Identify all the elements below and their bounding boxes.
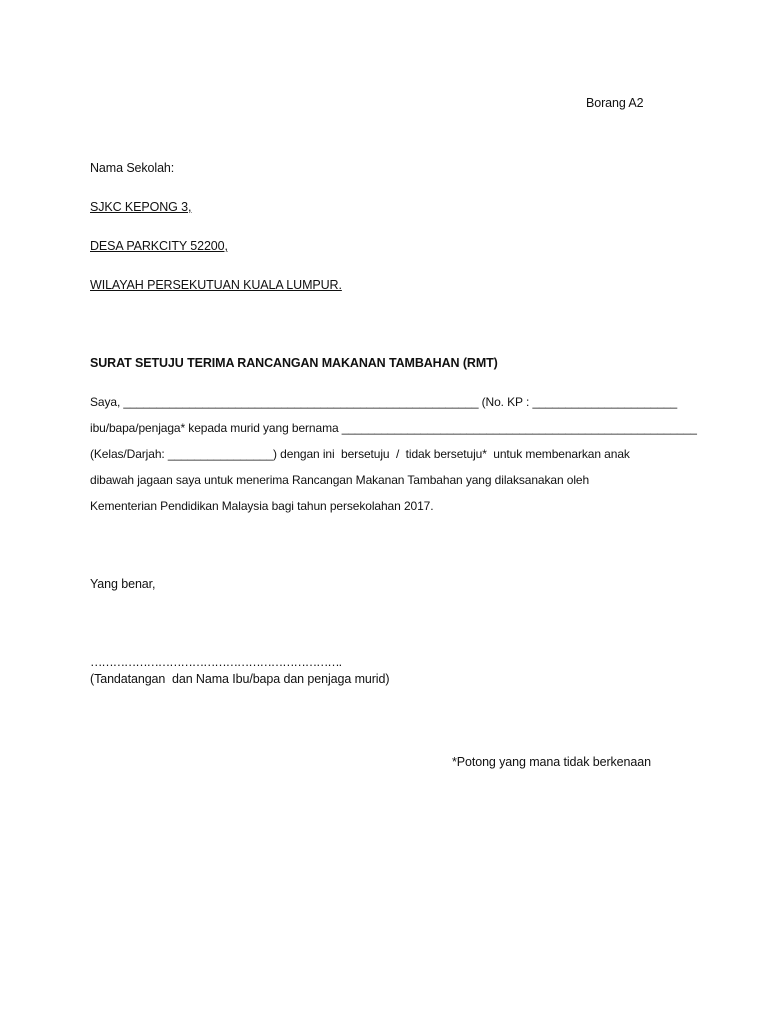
body-line-2: ibu/bapa/penjaga* kepada murid yang bernama ______________________________________________________ bbox=[90, 421, 697, 435]
body-line-1: Saya, ______________________________________________________ (No. KP : ______________________ bbox=[90, 395, 678, 409]
body-line-3: (Kelas/Darjah: ________________) dengan ini bersetuju / tidak bersetuju* untuk membenarkan anak bbox=[90, 447, 630, 461]
letter-title: SURAT SETUJU TERIMA RANCANGAN MAKANAN TAMBAHAN (RMT) bbox=[90, 356, 498, 370]
footnote: *Potong yang mana tidak berkenaan bbox=[452, 755, 651, 769]
school-address-line2: DESA PARKCITY 52200, bbox=[90, 239, 228, 253]
body-line-5: Kementerian Pendidikan Malaysia bagi tahun persekolahan 2017. bbox=[90, 499, 434, 513]
form-code: Borang A2 bbox=[586, 96, 644, 110]
body-line-4: dibawah jagaan saya untuk menerima Rancangan Makanan Tambahan yang dilaksanakan oleh bbox=[90, 473, 590, 487]
school-address-line1: SJKC KEPONG 3, bbox=[90, 200, 192, 214]
school-address-line3: WILAYAH PERSEKUTUAN KUALA LUMPUR. bbox=[90, 278, 342, 292]
closing-text: Yang benar, bbox=[90, 577, 156, 591]
signature-caption: (Tandatangan dan Nama Ibu/bapa dan penjaga murid) bbox=[90, 672, 390, 686]
school-label: Nama Sekolah: bbox=[90, 161, 175, 175]
signature-dotted-line: …………………………………………………………. bbox=[90, 655, 341, 669]
